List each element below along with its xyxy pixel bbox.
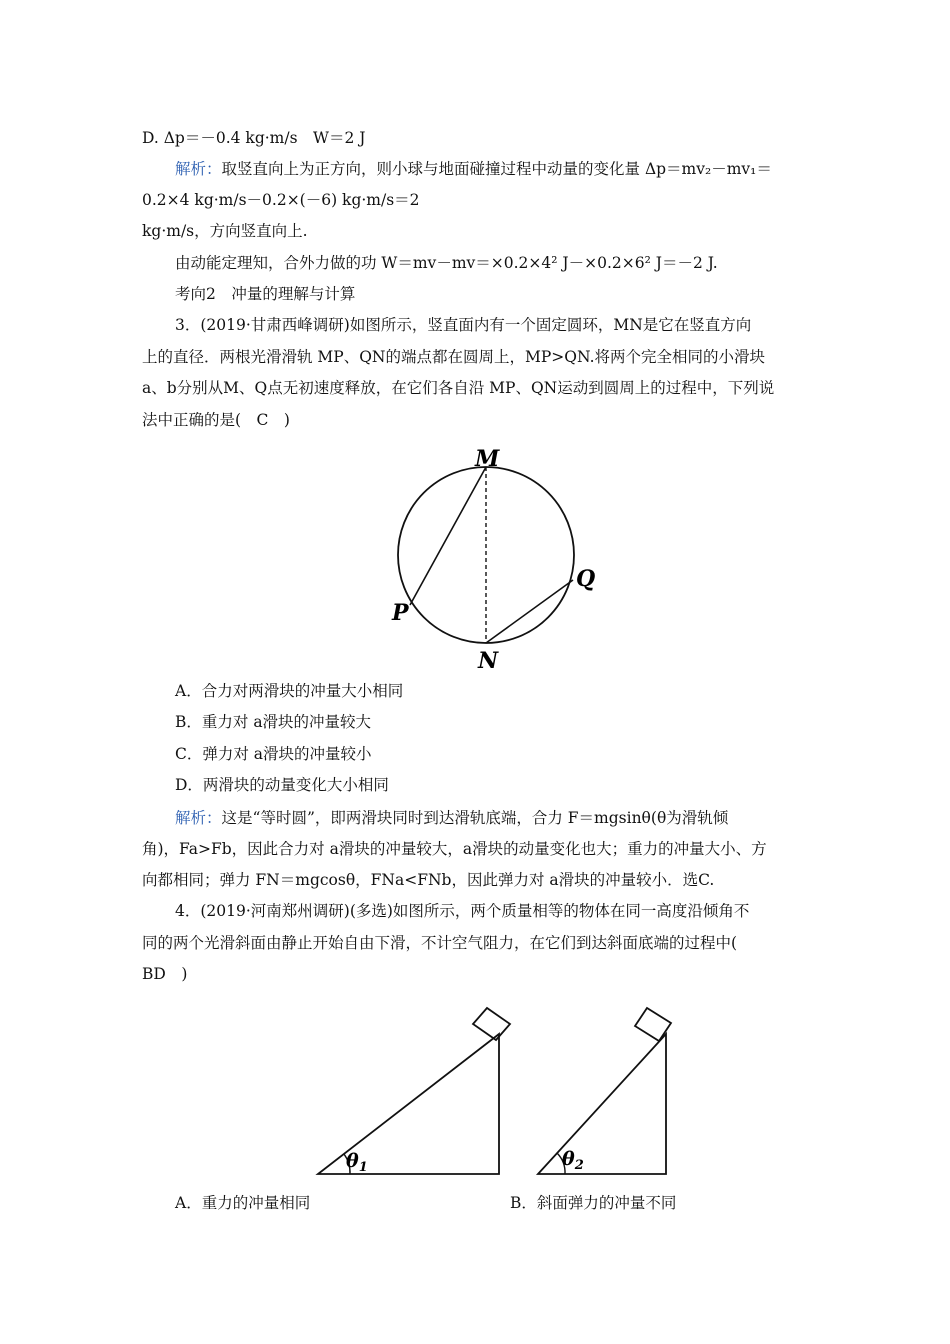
q3-option-d: D．两滑块的动量变化大小相同: [175, 776, 389, 794]
question-4-line-1: 4．(2019·河南郑州调研)(多选)如图所示，两个质量相等的物体在同一高度沿倾角不: [175, 902, 750, 920]
q4-option-b: B．斜面弹力的冲量不同: [510, 1194, 677, 1212]
solution-label: 解析：: [175, 809, 222, 827]
solution-1-line-1: [175, 158, 772, 180]
question-3-line-2: 上的直径．两根光滑滑轨 MP、QN的端点都在圆周上，MP>QN.将两个完全相同的小滑块: [142, 348, 765, 366]
label-q: Q: [576, 566, 596, 592]
circle-figure: [380, 440, 610, 675]
label-p: P: [392, 600, 409, 626]
solution-text: 取竖直向上为正方向，则小球与地面碰撞过程中动量的变化量 Δp＝mv₂－mv₁＝: [221, 160, 772, 178]
q3-option-a: A．合力对两滑块的冲量大小相同: [175, 682, 404, 700]
block-1: [473, 1008, 510, 1040]
question-3-line-3: a、b分别从M、Q点无初速度释放，在它们各自沿 MP、QN运动到圆周上的过程中，下列说: [142, 379, 775, 397]
solution-1-line-2: 0.2×4 kg·m/s－0.2×(－6) kg·m/s＝2: [142, 191, 420, 209]
question-3-line-4: 法中正确的是( C ): [142, 411, 290, 429]
section-heading: 考向2 冲量的理解与计算: [175, 285, 356, 303]
q3-option-b: B．重力对 a滑块的冲量较大: [175, 713, 372, 731]
question-4-line-2: 同的两个光滑斜面由静止开始自由下滑，不计空气阻力，在它们到达斜面底端的过程中(: [142, 934, 738, 952]
rail-qn: [486, 580, 573, 643]
solution-2-line-2: 角)，Fa>Fb，因此合力对 a滑块的冲量较大，a滑块的动量变化也大；重力的冲量大小、方: [142, 840, 767, 858]
label-m: M: [475, 446, 500, 472]
theta-2-label: $\theta_2$: [562, 1148, 584, 1173]
question-3-line-1: 3．(2019·甘肃西峰调研)如图所示，竖直面内有一个固定圆环，MN是它在竖直方向: [175, 316, 752, 334]
solution-1-line-3: kg·m/s，方向竖直向上.: [142, 222, 308, 240]
incline-figure: [310, 1000, 680, 1185]
theta-1-label: $\theta_1$: [346, 1150, 368, 1175]
solution-1-line-4: 由动能定理知，合外力做的功 W＝mv－mv＝×0.2×4² J－×0.2×6² J＝－2 J.: [175, 254, 718, 272]
solution-text: 这是“等时圆”，即两滑块同时到达滑轨底端，合力 F＝mgsinθ(θ为滑轨倾: [221, 809, 729, 827]
label-n: N: [478, 648, 499, 674]
q3-option-c: C．弹力对 a滑块的冲量较小: [175, 745, 372, 763]
solution-2-line-3: 向都相同；弹力 FN＝mgcosθ，FNa<FNb，因此弹力对 a滑块的冲量较小．选C.: [142, 871, 715, 889]
solution-2-line-1: [175, 807, 728, 829]
question-4-line-3: BD ): [142, 965, 188, 983]
q4-option-a: A．重力的冲量相同: [175, 1194, 311, 1212]
rail-mp: [410, 467, 486, 605]
option-d-prev: D. Δp＝－0.4 kg·m/s W＝2 J: [142, 129, 366, 147]
solution-label: 解析：: [175, 160, 222, 178]
